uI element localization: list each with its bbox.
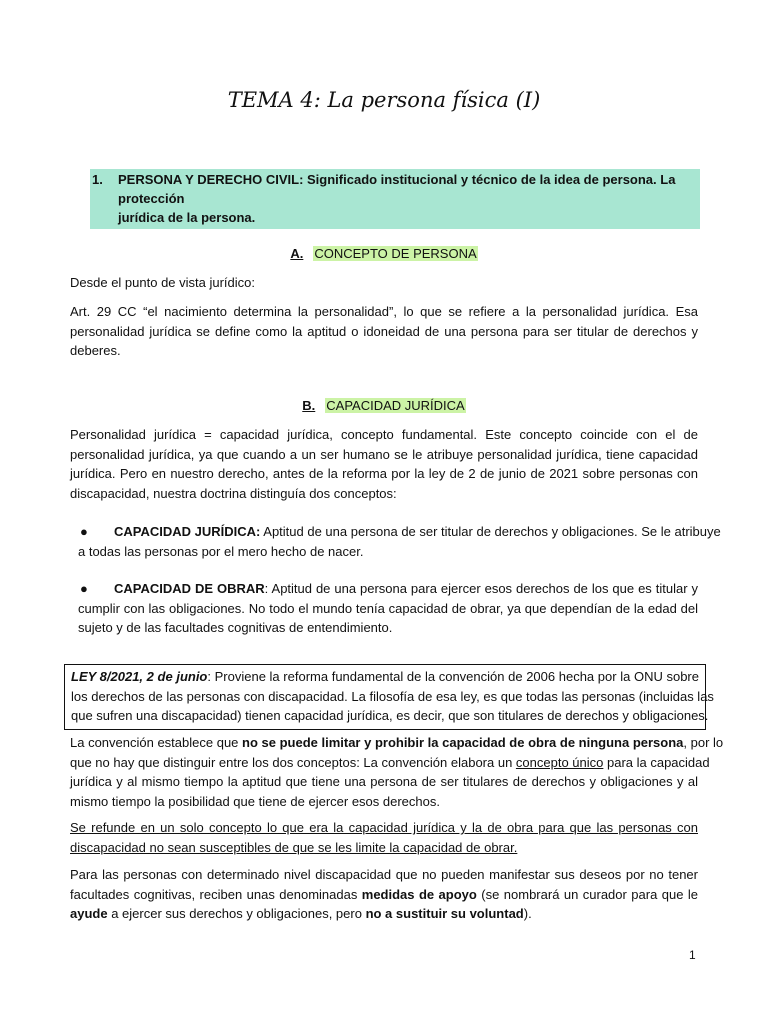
underlined-run: concepto único bbox=[515, 754, 604, 770]
section-heading-1 bbox=[90, 169, 700, 229]
section-heading-line-2: jurídica de la persona. bbox=[118, 210, 256, 225]
subheading-letter: A. bbox=[290, 246, 304, 261]
document-title: TEMA 4: La persona física (I) bbox=[227, 88, 541, 112]
bullet-text: : Aptitud de una persona para ejercer esos derechos de los que es titular y bbox=[264, 581, 698, 596]
paragraph-line: personalidad jurídica se define como la aptitud o idoneidad de una persona para ser titular de derechos y bbox=[70, 323, 698, 339]
bullet-line bbox=[78, 522, 721, 542]
paragraph-line: Art. 29 CC “el nacimiento determina la personalidad”, lo que se refiere a la personalidad jurídica. Esa bbox=[70, 304, 698, 319]
paragraph-line: Personalidad jurídica = capacidad jurídica, concepto fundamental. Este concepto coincide con el de bbox=[70, 427, 698, 442]
text-run: que no hay que distinguir entre los dos conceptos: La convención elabora un bbox=[70, 754, 516, 770]
bullet-capacidad-obrar bbox=[78, 579, 698, 638]
paragraph-medidas-apoyo bbox=[70, 865, 698, 924]
text-run: , por lo bbox=[683, 735, 724, 750]
text-run: La convención establece que bbox=[70, 735, 243, 750]
law-box-line: que sufren una discapacidad) tienen capacidad jurídica, es decir, que son titulares de derechos y obligaciones. bbox=[71, 708, 709, 723]
bullet-line: cumplir con las obligaciones. No todo el mundo tenía capacidad de obrar, ya que dependían de la edad del bbox=[78, 600, 698, 616]
bullet-line: sujeto y de las facultades cognitivas de entendimiento. bbox=[78, 620, 393, 635]
subheading-letter: B. bbox=[302, 398, 316, 413]
paragraph-line: Para las personas con determinado nivel discapacidad que no pueden manifestar sus deseos por no tener bbox=[70, 867, 698, 882]
paragraph-line: discapacidad, nuestra doctrina distinguía dos conceptos: bbox=[70, 485, 397, 501]
law-box-line: los derechos de las personas con discapacidad. La filosofía de esa ley, es que todas las personas (incluidas las bbox=[71, 688, 714, 704]
paragraph-line bbox=[70, 753, 710, 773]
subheading-a bbox=[0, 245, 768, 263]
bullet-term: CAPACIDAD JURÍDICA: bbox=[114, 524, 261, 539]
paragraph-refunde bbox=[70, 818, 698, 857]
paragraph-line: personalidad jurídica, ya que cuando a un ser humano se le atribuye personalidad jurídica, tiene capacidad bbox=[70, 446, 698, 462]
paragraph-convencion bbox=[70, 733, 724, 811]
section-heading-line-1: PERSONA Y DERECHO CIVIL: Significado institucional y técnico de la idea de persona. La protección bbox=[118, 172, 676, 206]
paragraph-line: discapacidad no sean susceptibles de que se les limite la capacidad de obrar. bbox=[70, 839, 518, 855]
bullet-icon: ● bbox=[80, 524, 88, 539]
subheading-label: CONCEPTO DE PERSONA bbox=[314, 246, 477, 261]
law-box bbox=[64, 664, 714, 730]
page-number: 1 bbox=[689, 948, 696, 962]
law-box-text: : Proviene la reforma fundamental de la convención de 2006 hecha por la ONU sobre bbox=[207, 669, 699, 684]
paragraph-line bbox=[70, 885, 698, 905]
paragraph-line bbox=[70, 733, 724, 753]
paragraph-line bbox=[70, 904, 698, 924]
paragraph-line: deberes. bbox=[70, 343, 121, 358]
paragraph-line: Desde el punto de vista jurídico: bbox=[70, 275, 255, 290]
paragraph-line: jurídica. Pero en nuestro derecho, antes de la reforma por la ley de 2 de junio de 2021 sobre personas con bbox=[70, 466, 698, 481]
bullet-line: a todas las personas por el mero hecho de nacer. bbox=[78, 543, 364, 559]
subheading-b bbox=[0, 397, 768, 415]
bold-run: ayude bbox=[70, 906, 108, 921]
law-reference: LEY 8/2021, 2 de junio bbox=[71, 669, 208, 684]
subheading-label: CAPACIDAD JURÍDICA bbox=[326, 398, 465, 413]
text-run: para la capacidad bbox=[603, 754, 710, 770]
bullet-term: CAPACIDAD DE OBRAR bbox=[114, 581, 265, 596]
paragraph-line: jurídica y al mismo tiempo la aptitud que tiene una persona de ser titulares de derechos y obligaciones y al bbox=[70, 774, 698, 789]
bullet-capacidad-juridica bbox=[78, 522, 721, 561]
bold-run: no se puede limitar y prohibir la capacidad de obra de ninguna persona bbox=[242, 735, 684, 750]
text-run: a ejercer sus derechos y obligaciones, pero bbox=[107, 906, 366, 921]
section-number: 1. bbox=[92, 172, 103, 187]
bold-run: no a sustituir su voluntad bbox=[365, 906, 524, 921]
paragraph-line: Se refunde en un solo concepto lo que era la capacidad jurídica y la de obra para que las personas con bbox=[70, 820, 698, 835]
paragraph-intro bbox=[70, 273, 698, 293]
paragraph-line: mismo tiempo la posibilidad que tiene de ejercer esos derechos. bbox=[70, 793, 440, 809]
bullet-text: Aptitud de una persona de ser titular de derechos y obligaciones. Se le atribuye bbox=[260, 524, 721, 539]
text-run: (se nombrará un curador para que le bbox=[476, 886, 698, 902]
bullet-icon: ● bbox=[80, 581, 88, 596]
law-box-line bbox=[71, 667, 699, 687]
paragraph-capacidad bbox=[70, 425, 698, 503]
bold-run: medidas de apoyo bbox=[361, 886, 477, 902]
bullet-line bbox=[78, 579, 698, 599]
text-run: facultades cognitivas, reciben unas denominadas bbox=[70, 886, 362, 902]
text-run: ). bbox=[523, 906, 532, 921]
paragraph-art-29 bbox=[70, 302, 698, 361]
